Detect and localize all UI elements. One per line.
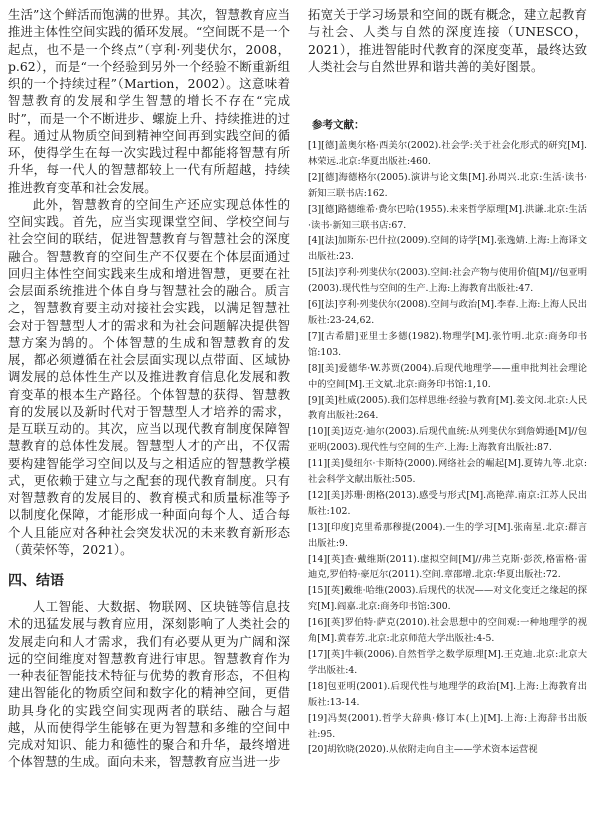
reference-item: [7][古希腊]亚里士多德(1982).物理学[M].张竹明.北京:商务印书馆:103. bbox=[308, 330, 587, 358]
reference-item: [9][美]杜威(2005).我们怎样思维·经验与教育[M].姜文闵.北京:人民教育出版社:264. bbox=[308, 394, 587, 422]
body-paragraph: 人工智能、大数据、物联网、区块链等信息技术的迅猛发展与教育应用，深刻影响了人类社会的发展走向和人才需求，我们有必要从更为广阔和深远的空间维度对智慧教育进行审思。智慧教育作为一种表征智能技术特征与优势的教育形态，不但构建出智能化的物质空间和数字化的精神空间，更借助具身化的实践空间实现两者的联结、融合与超越，从而使得学生能够在更为智慧和多维的空间中完成对知识、能力和德性的聚合和升华，最终增进个体智慧的生成。面向未来，智慧教育应当进一步 bbox=[8, 599, 290, 770]
references-heading: 参考文献： bbox=[312, 119, 365, 131]
reference-item: [12][美]苏珊·朗格(2013).感受与形式[M].高艳萍.南京:江苏人民出版社:102. bbox=[308, 489, 587, 517]
body-paragraph: 拓宽关于学习场景和空间的既有概念，建立起教育与社会、人类与自然的深度连接（UNESCO，2021），推进智能时代教育的深度变革，最终达致人类社会与自然世界和谐共善的美好图景。 bbox=[308, 7, 587, 74]
reference-list bbox=[308, 138, 587, 758]
reference-item: [8][美]爱德华·W.苏贾(2004).后现代地理学——重申批判社会理论中的空间[M].王文斌.北京:商务印书馆:1,10. bbox=[308, 362, 587, 390]
right-column bbox=[308, 6, 587, 815]
reference-item: [19]冯契(2001).哲学大辞典·修订本(上)[M].上海:上海辞书出版社:95. bbox=[308, 712, 587, 740]
left-column bbox=[8, 6, 290, 815]
reference-item: [3][德]路德维希·费尔巴哈(1955).未来哲学原理[M].洪谦.北京:生活·读书·新知三联书店:67. bbox=[308, 203, 587, 231]
reference-item: [10][美]迈克·迪尔(2003).后现代血统:从列斐伏尔到詹姆逊[M]//包亚明(2003).现代性与空间的生产.上海:上海教育出版社:87. bbox=[308, 426, 587, 454]
reference-item: [2][德]海德格尔(2005).演讲与论文集[M].孙周兴.北京:生活·读书·新知三联书店:162. bbox=[308, 171, 587, 199]
reference-item: [6][法]亨利·列斐伏尔(2008).空间与政治[M].李春.上海:上海人民出版社:23-24,62. bbox=[308, 299, 587, 326]
body-paragraph: 此外，智慧教育的空间生产还应实现总体性的空间实践。首先，应当实现课堂空间、学校空间与社会空间的联结，促进智慧教育与智慧社会的深度融合。智慧教育的空间生产不仅要在个体层面通过回归主体性空间实践来生成和增进智慧，更要在社会层面系统推进个体自身与智慧社会的融合。质言之，智慧教育要主动对接社会实践，以满足智慧社会对于智慧型人才的需求和为社会问题解决提供智慧方案为鹄的。个体智慧的生成和智慧教育的发展，都必须遵循在社会层面实现以点带面、区域协调发展的总体性生产以及推进教育信息化发展和教育变革的根本生产路径。个体智慧的获得、智慧教育的发展以及新时代对于智慧型人才培养的需求，是互联互动的。其次，应当以现代教育制度保障智慧教育的总体性发展。智慧型人才的产出，不仅需要构建智能学习空间以及与之相适应的智慧教学模式，更依赖于建立与之配套的现代教育制度。只有对智慧教育的发展目的、教育模式和质量标准等予以制度化保障，才能形成一种面向每个人、适合每个人且能应对各种社会突发状况的未来教育新形态（黄荣怀等，2021）。 bbox=[8, 196, 290, 557]
reference-item: [11][美]曼纽尔·卡斯特(2000).网络社会的崛起[M].夏铸九等.北京:社会科学文献出版社:505. bbox=[308, 458, 587, 486]
reference-item: [5][法]亨利·列斐伏尔(2003).空间:社会产物与使用价值[M]//包亚明(2003).现代性与空间的生产.上海:上海教育出版社:47. bbox=[308, 267, 587, 295]
reference-item: [17][英]牛顿(2006).自然哲学之数学原理[M].王克迪.北京:北京大学出版社:4. bbox=[308, 649, 587, 676]
reference-item: [1][德]盖奥尔格·西美尔(2002).社会学:关于社会化形式的研究[M].林荣远.北京:华夏出版社:460. bbox=[308, 140, 587, 167]
reference-item: [15][英]戴维·哈维(2003).后现代的状况——对文化变迁之缘起的探究[M].阎嘉.北京:商务印书馆:300. bbox=[308, 585, 587, 613]
reference-item: [16][英]罗伯特·萨克(2010).社会思想中的空间观:一种地理学的视角[M].黄春芳.北京:北京师范大学出版社:4-5. bbox=[308, 617, 587, 645]
body-paragraph: 生活”这个鲜活而饱满的世界。其次，智慧教育应当推进主体性空间实践的循环发展。“空间既不是一个起点，也不是一个终点”（亨利·列斐伏尔，2008，p.62），而是“一个经验到另外一个经验不断重新组织的一个持续过程”（Martion，2002）。这意味着智慧教育的发展和学生智慧的增长不存在“完成时”，而是一个不断进步、螺旋上升、持续推进的过程。通过从物质空间到精神空间再到实践空间的循环，使得学生在每一次实践过程中都能将智慧有所升华，每一代人的智慧都较上一代有所超越，持续推进教育变革和社会发展。 bbox=[8, 7, 290, 195]
reference-item: [4][法]加斯东·巴什拉(2009).空间的诗学[M].张逸婧.上海:上海译文出版社:23. bbox=[308, 235, 587, 263]
reference-item: [14][英]查·戴维斯(2011).虚拟空间[M]//弗兰克斯·彭茨,格雷格·雷迪克,罗伯特·豪厄尔(2011).空间.章邵增.北京:华夏出版社:72. bbox=[308, 553, 587, 581]
reference-item: [18]包亚明(2001).后现代性与地理学的政治[M].上海:上海教育出版社:13-14. bbox=[308, 680, 587, 708]
section-heading: 四、结语 bbox=[8, 573, 64, 589]
reference-item: [13][印度]克里希那穆提(2004).一生的学习[M].张南星.北京:群言出版社:9. bbox=[308, 521, 587, 549]
reference-item: [20]胡钦晓(2020).从依附走向自主——学术资本运营视 bbox=[308, 744, 538, 756]
